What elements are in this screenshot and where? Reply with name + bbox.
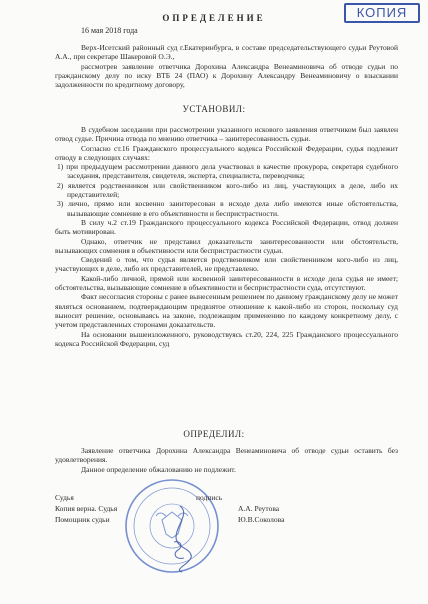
document-date: 16 мая 2018 года	[81, 26, 138, 35]
grounds-list-item: 1) при предыдущем рассмотрении данного дела участвовал в качестве прокурора, секретаря судебного заседания, представителя, свидетеля, эксперта, специалиста, переводчика;	[57, 162, 398, 181]
heading-decided: ОПРЕДЕЛИЛ:	[183, 429, 245, 439]
copy-stamp: КОПИЯ	[344, 3, 420, 23]
established-block	[55, 125, 398, 348]
established-para: Согласно ст.16 Гражданского процессуального кодекса Российской Федерации, судья подлежит отводу в следующих случаях:	[55, 143, 398, 162]
established-para: В судебном заседании при рассмотрении указанного искового заявления ответчиком был заявлен отвод судье. Причина отвода по мнению ответчика – заинтересованность судьи.	[55, 125, 398, 144]
reasoning-para: Какой-либо личной, прямой или косвенной заинтересованности в исходе дела судья не имеет; обстоятельства, вызывающие сомнение в объективности и беспристрастности суда, отсутствуют.	[55, 273, 398, 293]
intro-block	[55, 43, 398, 89]
heading-established: УСТАНОВИЛ:	[182, 104, 246, 114]
copy-certified-label: Копия верна. Судья	[55, 504, 118, 513]
grounds-list-item: 2) является родственником или свойственником кого-либо из лиц, участвующих в деле, либо их представителей;	[57, 180, 398, 200]
reasoning-para: В силу ч.2 ст.19 Гражданского процессуального кодекса Российской Федерации, отвод должен быть мотивирован.	[55, 217, 398, 237]
decision-para: Заявление ответчика Дорохина Александра Венеаминовича об отводе судьи оставить без удовлетворения.	[55, 446, 398, 465]
reasoning-para: На основании вышеизложенного, руководствуясь ст.20, 224, 225 Гражданского процессуального кодекса Российской Федерации, суд	[55, 329, 398, 348]
assistant-label: Помощник судьи	[55, 515, 110, 524]
assistant-name: Ю.В.Соколова	[238, 515, 285, 524]
decision-para: Данное определение обжалованию не подлежит.	[81, 464, 236, 474]
grounds-list-item: 3) лично, прямо или косвенно заинтересован в исходе дела либо имеются иные обстоятельства, вызывающие сомнение в его объективности и беспристрастности.	[57, 199, 398, 218]
judge-label: Судья	[55, 493, 74, 502]
decision-block	[55, 446, 398, 474]
intro-considering: рассмотрев заявление ответчика Дорохина Александра Венеаминовича об отводе судьи по гражданскому делу по иску ВТБ 24 (ПАО) к Дорохину Александру Венеаминовичу о взыскании задолженности по кредитному договору,	[55, 61, 398, 90]
reasoning-para: Однако, ответчик не представил доказательств заинтересованности или обстоятельств, вызывающих сомнения в объективности или беспристрастности судьи.	[55, 236, 398, 255]
court-seal-icon	[122, 476, 222, 576]
signed-mark: подпись	[196, 493, 223, 502]
reasoning-para: Сведений о том, что судья является родственником или свойственником кого-либо из лиц, участвующих в деле, либо их представителей, не представлено.	[55, 255, 398, 274]
reasoning-para: Факт несогласия стороны с ранее вынесенным решением по данному гражданскому делу не может являться основанием, подтверждающим предвзятое отношение к какой-либо из сторон, поскольку суд выносит решение, основываясь на законе, подлежащим применению по каждому конкретному делу, с учетом представленных сторонами доказательств.	[55, 292, 398, 330]
judge-name: А.А. Реутова	[238, 504, 280, 513]
document-title: ОПРЕДЕЛЕНИЕ	[162, 13, 266, 23]
intro-court: Верх-Исетский районный суд г.Екатеринбурга, в составе председательствующего судьи Реутовой А.А., при секретаре Шакеровой О.Э.,	[55, 43, 398, 62]
